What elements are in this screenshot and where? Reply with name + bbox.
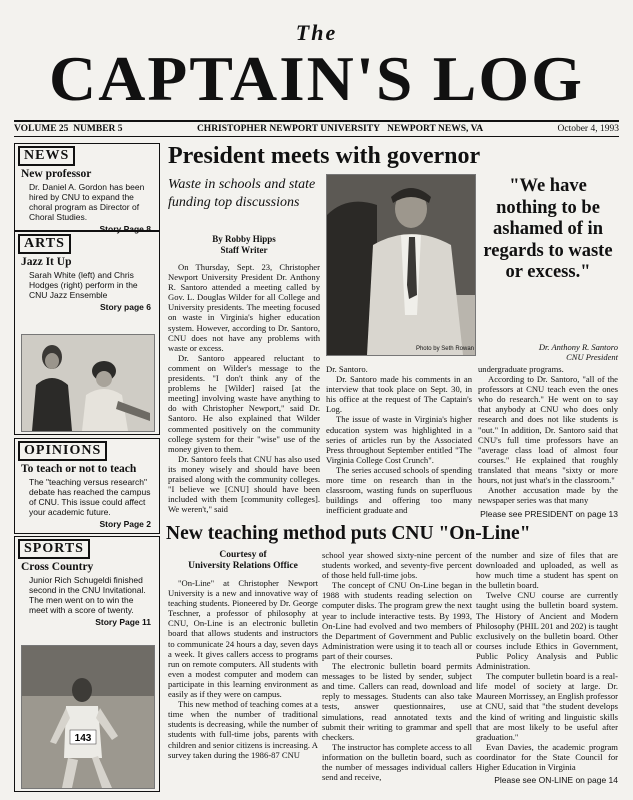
article-paragraph: Dr. Santoro feels that CNU has also used its money wisely and should have been praised along with the community colleges. "I believe we [CNU] should have been included with them [community colleges]. We weren't," said [168, 453, 320, 515]
masthead-rule-bottom [14, 136, 619, 137]
arts-story-link[interactable]: Story page 6 [99, 302, 151, 312]
lead-column-3 [478, 364, 618, 508]
arts-section-header: ARTS [18, 234, 71, 254]
info-bar [14, 124, 619, 134]
jazz-photo-figures [22, 335, 154, 431]
arts-teaser-text: Sarah White (left) and Chris Hodges (right) perform in the CNU Jazz Ensemble [29, 270, 138, 300]
second-column-3 [476, 550, 618, 772]
masthead-rule-top [14, 120, 619, 122]
article-paragraph: The instructor has complete access to all information on the bulletin board, such as the number of messages individual callers send and receive, [322, 741, 472, 783]
quote-title: CNU President [566, 352, 618, 362]
article-paragraph: Dr. Santoro appeared reluctant to comment on Wilder's message to the presidents. "I don't think any of the problems he [Wilder] raised [at the meeting] involving waste have anything to do with Christopher Newport," said Dr. Santoro. He also explained that Wilder commented positively on the community college system for their "wise" use of the money given to them. [168, 352, 320, 454]
lead-column-2 [326, 364, 472, 518]
article-paragraph: Dr. Santoro made his comments in an interview that took place on Sept. 30, in his office at the request of The Captain's Log. [326, 374, 472, 415]
opinions-section-header: OPINIONS [18, 441, 107, 461]
pull-quote: "We have nothing to be ashamed of in regards to waste or excess." [483, 176, 613, 282]
university-location: CHRISTOPHER NEWPORT UNIVERSITY NEWPORT NEWS, VA [196, 124, 484, 134]
article-paragraph: "On-Line" at Christopher Newport University is a new and innovative way of teaching students. Pioneered by Dr. George Teschner, a professor of philosophy at CNU, On-Line is an electronic bulletin board that allows students and instructors to communicate 24 hours a day, seven days a week. It gives callers access to programs run on remote computers. All students with even a modest computer and modem can participate in this learning environment as easily as if they were on campus. [168, 578, 318, 700]
arts-teaser[interactable] [14, 231, 160, 435]
article-paragraph: The series accused schools of spending more time on research than in the classroom, wasting funds on superfluous buildings and offering too many inefficient graduate and [326, 464, 472, 516]
president-photo-figure [327, 175, 475, 355]
sports-section-header: SPORTS [18, 539, 90, 559]
masthead-the: The [295, 20, 338, 45]
runner-figure [22, 646, 154, 788]
news-story-link[interactable]: Story Page 8 [99, 224, 151, 234]
article-paragraph: Evan Davies, the academic program coordinator for the State Council for Higher Education in Virginia [476, 741, 618, 772]
sports-story-link[interactable]: Story Page 11 [95, 617, 151, 627]
article-paragraph: This new method of teaching comes at a time when the number of traditional students is decreasing, while the number of students with full-time jobs, parents with children and senior citizens is increasing. A survey taken during the 1986-87 CNU [168, 699, 318, 760]
sports-teaser-title: Cross Country [21, 561, 94, 573]
president-photo [326, 174, 476, 356]
jazz-ensemble-photo [21, 334, 155, 432]
news-teaser[interactable] [14, 143, 160, 234]
article-paragraph: The issue of waste in Virginia's higher education system was highlighted in a series of articles run by the Associated Press throughout September entitled "The Virginia College Cost Crunch". [326, 414, 472, 465]
office-line: University Relations Office [188, 561, 298, 571]
article-paragraph: The computer bulletin board is a real-life model of society at large. Dr. Maureen Morrissey, an English professor at CNU, said that "the student develops the kind of writing and linguistic skills that are most likely to be useful after graduation." [476, 671, 618, 742]
second-column-2 [322, 550, 472, 792]
photo-credit: Photo by Seth Rowan [415, 346, 474, 352]
second-jump-link[interactable]: Please see ON-LINE on page 14 [494, 775, 618, 785]
lead-byline [168, 234, 320, 256]
courtesy-line: Courtesy of [219, 550, 267, 560]
quote-name: Dr. Anthony R. Santoro [538, 342, 618, 352]
article-paragraph: The electronic bulletin board permits messages to be listed by sender, subject and time. Callers can read, download and reply to messages. Students can also take tests, answer questionnaires, use simulations, read annotated texts and submit their writing to grammar and spell checkers. [322, 661, 472, 742]
runner-bib-number: 143 [74, 733, 92, 744]
opinions-teaser-title: To teach or not to teach [21, 463, 137, 475]
article-paragraph: undergraduate programs. [478, 364, 564, 374]
opinions-teaser-text: The "teaching versus research" debate has reached the campus of CNU. This issue could affect your academic future. [29, 477, 151, 517]
byline-role: Staff Writer [220, 245, 268, 255]
opinions-teaser[interactable] [14, 438, 160, 534]
news-section-header: NEWS [18, 146, 75, 166]
second-column-1 [168, 578, 318, 792]
article-paragraph: On Thursday, Sept. 23, Christopher Newport University President Dr. Anthony R. Santoro attended a meeting called by Gov. L. Douglas Wilder for all College and University presidents. The meeting focused on waste in Virginia's higher education system. However, according to Dr. Santoro, CNU does not have any problems with waste or excess. [168, 262, 320, 353]
sports-teaser-text: Junior Rich Schugeldi finished second in the CNU Invitational. The men went on to win the meet with a score of twenty. [29, 575, 146, 615]
cross-country-photo [21, 645, 155, 789]
article-paragraph: the number and size of files that are downloaded and uploaded, as well as how much time a student has spent on the bulletin board. [476, 550, 618, 591]
lead-deck: Waste in schools and state funding top discussions [168, 177, 316, 210]
opinions-story-link[interactable]: Story Page 2 [99, 519, 151, 529]
article-paragraph: The concept of CNU On-Line began in 1988 with students reading selection on computer disks. The program grew the next year to include interactive tests. By 1993, On-Line had evolved and two members of the Department of Government and Public Administration were using it to teach all or part of their courses. [322, 580, 472, 661]
article-paragraph: Another accusation made by the newspaper series was that many [478, 485, 618, 506]
lead-jump-link[interactable]: Please see PRESIDENT on page 13 [480, 509, 618, 519]
article-paragraph: According to Dr. Santoro, "all of the professors at CNU teach even the ones who do research." He went on to say that anybody at CNU who does only research and does not like students is "out." In addition, Dr. Santoro said that CNU's full time professors have an "average class load of almost four courses." He explained that roughly translated that means "sixty or more hours, not just what's in the classroom." [478, 374, 618, 486]
lead-headline: President meets with governor [168, 143, 481, 169]
sports-teaser[interactable] [14, 536, 160, 792]
arts-teaser-title: Jazz It Up [21, 256, 72, 268]
second-byline [168, 550, 318, 572]
issue-date: October 4, 1993 [557, 124, 619, 134]
article-paragraph: Dr. Santoro. [326, 364, 368, 374]
byline-name: By Robby Hipps [212, 234, 276, 244]
newspaper-title: CAPTAIN'S LOG [49, 43, 584, 114]
second-headline: New teaching method puts CNU "On-Line" [166, 523, 531, 544]
article-paragraph: Twelve CNU course are currently taught using the bulletin board system. The History of Ancient and Modern Philosophy (PHIL 201 and 202) is taught exclusively on the bulletin board. Other courses include Ethics in Government, Public Policy Analysis and Public Administration. [476, 590, 618, 672]
news-teaser-title: New professor [21, 168, 92, 180]
pull-quote-attribution [478, 342, 618, 362]
article-paragraph: school year showed sixty-nine percent of students worked, and seventy-five percent of those held full-time jobs. [322, 550, 472, 581]
volume-number: VOLUME 25 NUMBER 5 [14, 124, 123, 134]
lead-column-1 [168, 262, 320, 520]
news-teaser-text: Dr. Daniel A. Gordon has been hired by CNU to expand the choral program as Director of Choral Studies. [29, 182, 145, 222]
